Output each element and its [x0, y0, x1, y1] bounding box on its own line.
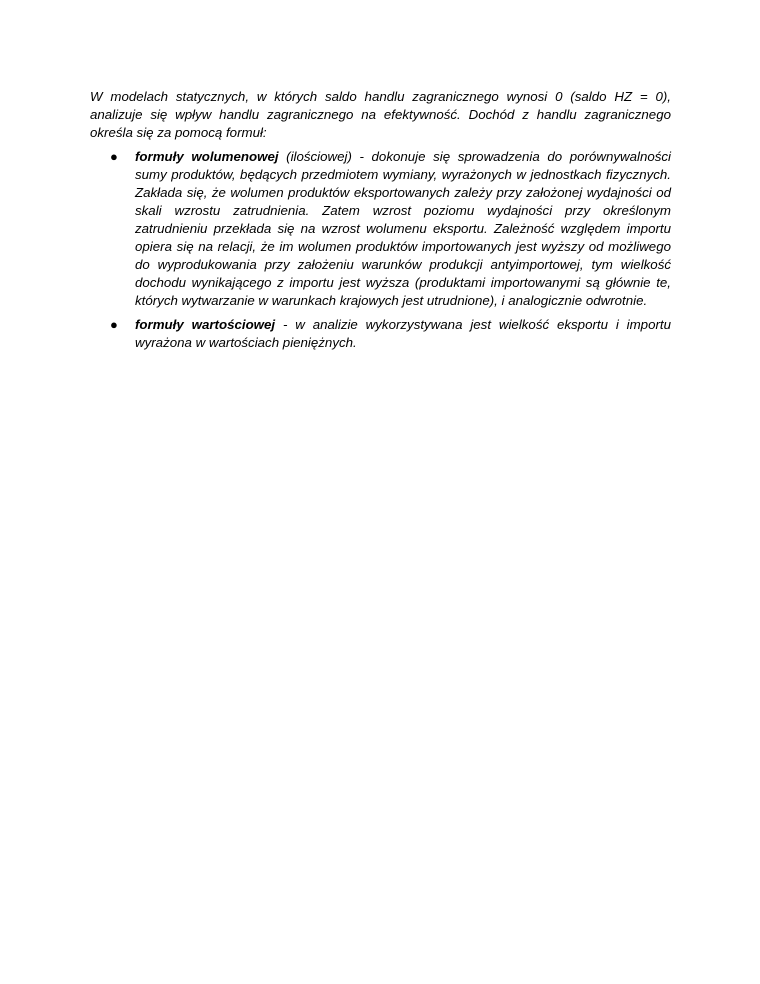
intro-paragraph: W modelach statycznych, w których saldo handlu zagranicznego wynosi 0 (saldo HZ = 0), analizuje się wpływ handlu zagranicznego na efektywność. Dochód z handlu zagranicznego określa się za pomocą formuł: — [90, 89, 671, 140]
bullet-term: formuły wolumenowej — [135, 149, 279, 164]
bullet-term: formuły wartościowej — [135, 317, 276, 332]
bullet-icon: ● — [110, 317, 118, 332]
bullet-text: - w analizie wykorzystywana jest wielkość eksportu i importu wyrażona w wartościach pieniężnych. — [135, 317, 671, 350]
bullet-list — [90, 148, 671, 352]
bullet-item-volume-formula — [90, 148, 671, 310]
document-body — [90, 88, 671, 358]
bullet-icon: ● — [110, 149, 118, 164]
bullet-text: (ilościowej) - dokonuje się sprowadzenia do porównywalności sumy produktów, będących przedmiotem wymiany, wyrażonych w jednostkach fizycznych. Zakłada się, że wolumen produktów eksportowanych zależy przy założonej wydajności od skali wzrostu zatrudnienia. Zatem wzrost poziomu wydajności przy określonym zatrudnieniu przekłada się na wzrost wolumenu eksportu. Zależność względem importu opiera się na relacji, że im wolumen produktów importowanych jest wyższy od możliwego do wyprodukowania przy założeniu warunków produkcji antyimportowej, tym wielkość dochodu wynikającego z importu jest wyższa (produktami importowanymi są głównie te, których wytwarzanie w warunkach krajowych jest utrudnione), i analogicznie odwrotnie. — [135, 149, 671, 308]
bullet-item-value-formula — [90, 316, 671, 352]
